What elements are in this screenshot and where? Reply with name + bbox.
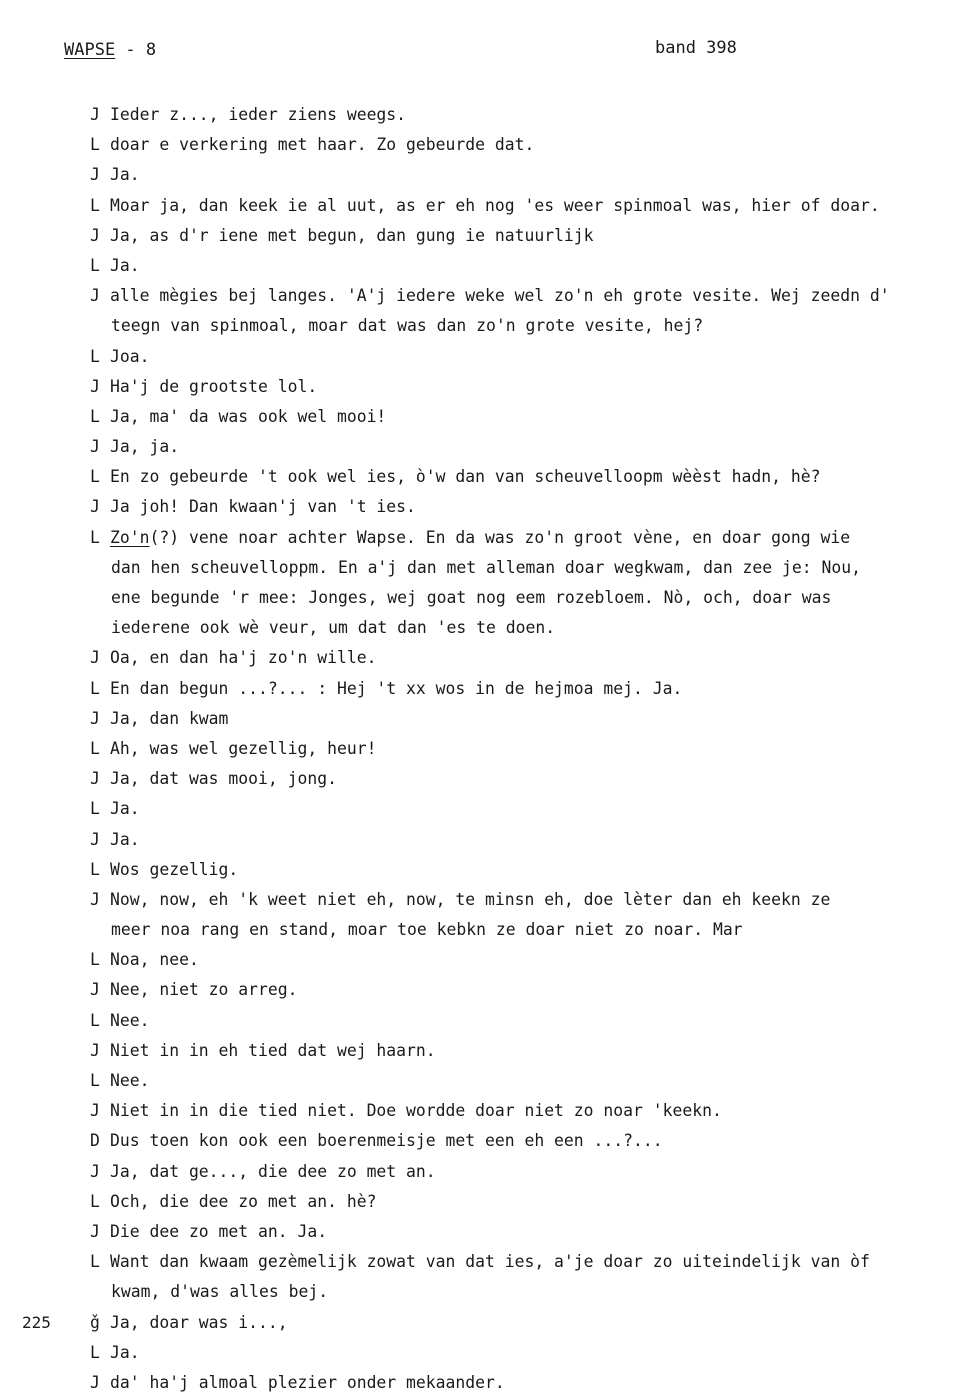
utterance-text: En dan begun ...?... : Hej 't xx wos in de hejmoa mej. Ja. — [110, 678, 683, 698]
transcript-line — [90, 704, 970, 734]
utterance-text: Noa, nee. — [110, 950, 199, 970]
transcript-line — [90, 160, 970, 190]
utterance-text: Niet in in die tied niet. Doe wordde doar niet zo noar 'keekn. — [110, 1101, 722, 1121]
utterance-text: Ja, as d'r iene met begun, dan gung ie natuurlijk — [110, 225, 594, 245]
transcript — [22, 100, 970, 1398]
utterance-text: Ah, was wel gezellig, heur! — [110, 738, 377, 758]
utterance-text: Ja, dat ge..., die dee zo met an. — [110, 1161, 436, 1181]
transcript-line — [90, 1338, 970, 1368]
transcript-line — [90, 1096, 970, 1126]
utterance-text: Ieder z..., ieder ziens weegs. — [110, 105, 407, 124]
header-separator: - — [115, 40, 146, 60]
speaker-label: L — [90, 135, 100, 155]
utterance-text: Nee. — [110, 1010, 150, 1030]
transcript-line — [90, 191, 970, 221]
speaker-label: L — [90, 346, 100, 366]
transcript-line — [90, 553, 970, 583]
speaker-label: J — [90, 980, 100, 1000]
transcript-line — [90, 130, 970, 160]
speaker-label: L — [90, 1071, 100, 1090]
transcript-line — [90, 1036, 970, 1066]
utterance-text: doar e verkering met haar. Zo gebeurde dat. — [110, 135, 535, 155]
speaker-label: L — [90, 406, 100, 426]
speaker-label: J — [90, 1161, 100, 1181]
transcript-line — [90, 643, 970, 673]
utterance-text: Nee, niet zo arreg. — [110, 980, 298, 1000]
transcript-line — [90, 372, 970, 402]
speaker-label: L — [90, 1252, 100, 1272]
speaker-label: J — [90, 1101, 100, 1121]
speaker-label: J — [90, 1221, 100, 1241]
speaker-label: L — [90, 1010, 100, 1030]
speaker-label: L — [90, 195, 100, 215]
utterance-text: Oa, en dan ha'j zo'n wille. — [110, 648, 377, 668]
utterance-text: Ja. — [110, 165, 140, 185]
utterance-text: Joa. — [110, 346, 150, 366]
speaker-label: ǧ — [90, 1312, 100, 1332]
speaker-label: J — [90, 1372, 100, 1392]
transcript-line — [90, 855, 970, 885]
transcript-line — [90, 1187, 970, 1217]
transcript-line — [90, 794, 970, 824]
speaker-label: J — [90, 165, 100, 185]
transcript-line — [90, 885, 970, 915]
underlined-word: Zo'n — [110, 527, 150, 547]
speaker-label: L — [90, 859, 100, 879]
transcript-line — [90, 734, 970, 764]
transcript-line — [90, 432, 970, 462]
speaker-label: L — [90, 1191, 100, 1211]
utterance-text: Ja, ja. — [110, 437, 180, 457]
transcript-line — [90, 825, 970, 855]
utterance-text: Dus toen kon ook een boerenmeisje met een eh een ...?... — [110, 1131, 663, 1151]
speaker-label: J — [90, 648, 100, 668]
transcript-line — [90, 975, 970, 1005]
transcript-line — [90, 945, 970, 975]
utterance-text — [110, 523, 850, 553]
transcript-line — [22, 1308, 970, 1338]
series-title: WAPSE — [64, 40, 116, 60]
utterance-text: Ja, dat was mooi, jong. — [110, 769, 337, 789]
transcript-line — [90, 1006, 970, 1036]
utterance-text: teegn van spinmoal, moar dat was dan zo'n grote vesite, hej? — [111, 316, 704, 336]
transcript-line — [90, 915, 970, 945]
transcript-line — [90, 1126, 970, 1156]
transcript-line — [90, 1247, 970, 1277]
transcript-line — [90, 342, 970, 372]
transcript-line — [90, 613, 970, 643]
utterance-text: Wos gezellig. — [110, 859, 239, 879]
transcript-line — [90, 100, 970, 130]
utterance-text: Ja, ma' da was ook wel mooi! — [110, 406, 387, 426]
utterance-text: alle mègies bej langes. 'A'j iedere weke wel zo'n eh grote vesite. Wej zeedn d' — [110, 286, 890, 306]
utterance-text: iederene ook wè veur, um dat dan 'es te doen. — [111, 618, 556, 638]
utterance-text: ene begunde 'r mee: Jonges, wej goat nog eem rozebloem. Nò, och, doar was — [111, 588, 832, 607]
speaker-label: L — [90, 527, 100, 547]
speaker-label: J — [90, 105, 100, 124]
transcript-line — [90, 674, 970, 704]
utterance-rest: (?) vene noar achter Wapse. En da was zo'n groot vène, en doar gong wie — [149, 527, 851, 547]
speaker-label: L — [90, 678, 100, 698]
transcript-line — [90, 311, 970, 341]
transcript-line — [90, 1157, 970, 1187]
utterance-text: Ja. — [110, 799, 140, 819]
utterance-text: da' ha'j almoal plezier onder mekaander. — [110, 1372, 505, 1392]
utterance-text: Niet in in eh tied dat wej haarn. — [110, 1040, 436, 1060]
utterance-text: Ja. — [110, 255, 140, 275]
transcript-line — [90, 251, 970, 281]
transcript-line — [90, 462, 970, 492]
utterance-text: En zo gebeurde 't ook wel ies, ò'w dan van scheuvelloopm wèèst hadn, hè? — [110, 467, 821, 487]
utterance-text: kwam, d'was alles bej. — [111, 1282, 329, 1302]
speaker-label: L — [90, 738, 100, 758]
page-header-left — [64, 40, 156, 60]
speaker-label: J — [90, 437, 100, 457]
utterance-text: Ha'j de grootste lol. — [110, 376, 318, 396]
utterance-text: Ja joh! Dan kwaan'j van 't ies. — [110, 497, 416, 517]
speaker-label: J — [90, 286, 100, 306]
speaker-label: J — [90, 889, 100, 909]
speaker-label: J — [90, 708, 100, 728]
transcript-line — [90, 1368, 970, 1398]
speaker-label: L — [90, 950, 100, 970]
utterance-text: Die dee zo met an. Ja. — [110, 1221, 328, 1241]
utterance-text: dan hen scheuvelloppm. En a'j dan met alleman doar wegkwam, dan zee je: Nou, — [111, 557, 861, 577]
utterance-text: Now, now, eh 'k weet niet eh, now, te minsn eh, doe lèter dan eh keekn ze — [110, 889, 831, 909]
speaker-label: J — [90, 1040, 100, 1060]
transcript-line — [90, 1217, 970, 1247]
utterance-text: Nee. — [110, 1071, 150, 1090]
transcript-line — [90, 1277, 970, 1307]
page-number: 8 — [145, 40, 157, 60]
utterance-text: Moar ja, dan keek ie al uut, as er eh nog 'es weer spinmoal was, hier of doar. — [110, 195, 880, 215]
transcript-line — [90, 492, 970, 522]
speaker-label: J — [90, 225, 100, 245]
speaker-label: J — [90, 497, 100, 517]
utterance-text: Ja, doar was i..., — [110, 1312, 288, 1332]
transcript-line — [90, 1066, 970, 1096]
speaker-label: J — [90, 829, 100, 849]
utterance-text: Want dan kwaam gezèmelijk zowat van dat ies, a'je doar zo uiteindelijk van òf — [110, 1252, 870, 1272]
utterance-text: Och, die dee zo met an. hè? — [110, 1191, 377, 1211]
speaker-label: L — [90, 255, 100, 275]
speaker-label: L — [90, 799, 100, 819]
transcript-line — [90, 402, 970, 432]
speaker-label: L — [90, 467, 100, 487]
line-number: 225 — [22, 1312, 51, 1332]
transcript-line — [90, 523, 970, 553]
utterance-text: Ja, dan kwam — [110, 708, 229, 728]
utterance-text: Ja. — [110, 1342, 140, 1362]
transcript-line — [90, 281, 970, 311]
transcript-line — [90, 583, 970, 613]
transcript-line — [90, 764, 970, 794]
transcript-line — [90, 221, 970, 251]
utterance-text: Ja. — [110, 829, 140, 849]
speaker-label: D — [90, 1131, 100, 1151]
speaker-label: L — [90, 1342, 100, 1362]
utterance-text: meer noa rang en stand, moar toe kebkn ze doar niet zo noar. Mar — [111, 920, 743, 940]
speaker-label: J — [90, 376, 100, 396]
band-label: band 398 — [655, 38, 737, 58]
speaker-label: J — [90, 769, 100, 789]
